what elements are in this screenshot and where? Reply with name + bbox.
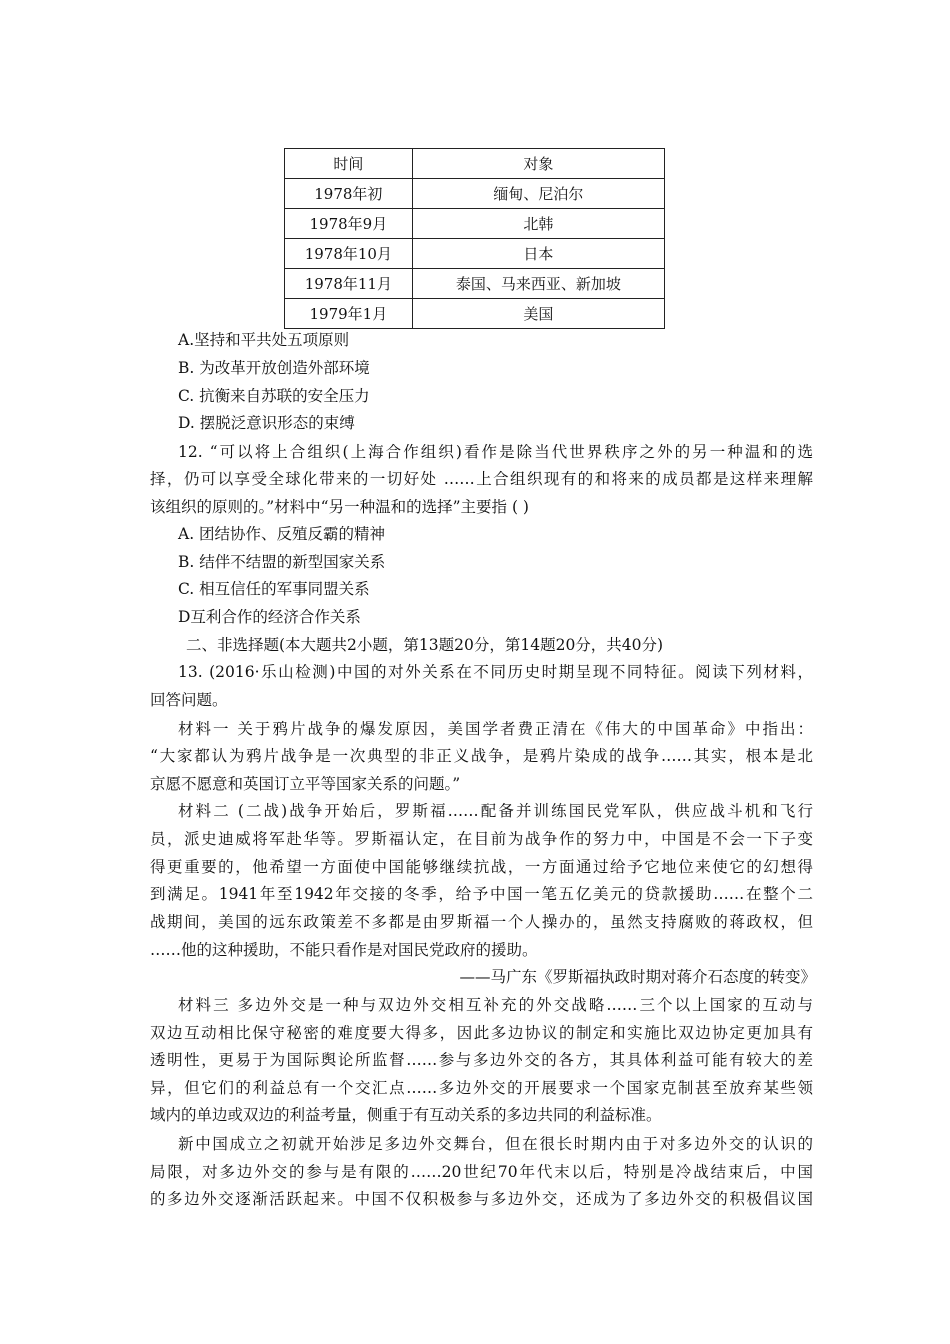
q11-option-d: D. 摆脱泛意识形态的束缚	[178, 414, 355, 432]
table-cell: 日本	[412, 239, 664, 269]
material3-line: 异，但它们的利益总有一个交汇点……多边外交的开展要求一个国家克制甚至放弃某些领	[150, 1079, 813, 1097]
material2-line: 到满足。1941年至1942年交接的冬季，给予中国一笔五亿美元的贷款援助……在整个二	[150, 885, 813, 903]
material2-line: 员，派史迪威将军赴华等。罗斯福认定，在目前为战争作的努力中，中国是不会一下子变	[150, 830, 813, 848]
table-row	[285, 209, 665, 239]
material3-line: 域内的单边或双边的利益考量，侧重于有互动关系的多边共同的利益标准。	[150, 1106, 662, 1124]
material3b-line: 新中国成立之初就开始涉足多边外交舞台，但在很长时期内由于对多边外交的认识的	[178, 1135, 813, 1153]
q12-stem-line: 该组织的原则的。”材料中“另一种温和的选择”主要指 ( )	[150, 498, 529, 516]
q13-intro-line: 回答问题。	[150, 691, 228, 709]
q12-option-a: A. 团结协作、反殖反霸的精神	[178, 525, 386, 543]
table-row	[285, 179, 665, 209]
table-header-cell: 时间	[285, 149, 413, 179]
table-cell: 1978年初	[285, 179, 413, 209]
material2-source: ——马广东《罗斯福执政时期对蒋介石态度的转变》	[459, 968, 816, 986]
section-heading: 二、非选择题(本大题共2小题，第13题20分，第14题20分，共40分)	[186, 636, 664, 654]
table-cell: 1978年10月	[285, 239, 413, 269]
material3-line: 材料三 多边外交是一种与双边外交相互补充的外交战略……三个以上国家的互动与	[178, 996, 813, 1014]
material2-line: 材料二 (二战)战争开始后，罗斯福……配备并训练国民党军队，供应战斗机和飞行	[178, 802, 813, 820]
table-cell: 1979年1月	[285, 299, 413, 329]
q13-intro-line: 13. (2016·乐山检测)中国的对外关系在不同历史时期呈现不同特征。阅读下列材料，	[178, 663, 813, 681]
material2-line: 战期间，美国的远东政策差不多都是由罗斯福一个人操办的，虽然支持腐败的蒋政权，但	[150, 913, 813, 931]
table-cell: 1978年9月	[285, 209, 413, 239]
table-cell: 泰国、马来西亚、新加坡	[412, 269, 664, 299]
q12-option-c: C. 相互信任的军事同盟关系	[178, 580, 370, 598]
q12-option-b: B. 结伴不结盟的新型国家关系	[178, 553, 386, 571]
material3b-line: 局限，对多边外交的参与是有限的……20世纪70年代末以后，特别是冷战结束后，中国	[150, 1163, 813, 1181]
q11-option-a: A.坚持和平共处五项原则	[178, 331, 350, 349]
q11-option-c: C. 抗衡来自苏联的安全压力	[178, 387, 370, 405]
material2-line: ……他的这种援助，不能只看作是对国民党政府的援助。	[150, 941, 538, 959]
table-row	[285, 269, 665, 299]
q11-option-b: B. 为改革开放创造外部环境	[178, 359, 370, 377]
visit-table	[284, 148, 665, 329]
table-cell: 北韩	[412, 209, 664, 239]
material3b-line: 的多边外交逐渐活跃起来。中国不仅积极参与多边外交，还成为了多边外交的积极倡议国	[150, 1190, 813, 1208]
table-cell: 美国	[412, 299, 664, 329]
q12-stem-line: 择，仍可以享受全球化带来的一切好处 ……上合组织现有的和将来的成员都是这样来理解	[150, 470, 813, 488]
table-header-row	[285, 149, 665, 179]
q12-option-d: D互利合作的经济合作关系	[178, 608, 361, 626]
table-cell: 1978年11月	[285, 269, 413, 299]
table-cell: 缅甸、尼泊尔	[412, 179, 664, 209]
material1-line: 京愿不愿意和英国订立平等国家关系的问题。”	[150, 775, 461, 793]
material3-line: 双边互动相比保守秘密的难度要大得多，因此多边协议的制定和实施比双边协定更加具有	[150, 1024, 813, 1042]
material2-line: 得更重要的，他希望一方面使中国能够继续抗战，一方面通过给予它地位来使它的幻想得	[150, 858, 813, 876]
material1-line: 材料一 关于鸦片战争的爆发原因，美国学者费正清在《伟大的中国革命》中指出：	[178, 720, 813, 738]
material3-line: 透明性，更易于为国际舆论所监督……参与多边外交的各方，其具体利益可能有较大的差	[150, 1051, 813, 1069]
table-row	[285, 239, 665, 269]
material1-line: “大家都认为鸦片战争是一次典型的非正义战争，是鸦片染成的战争……其实，根本是北	[150, 747, 813, 765]
table-row	[285, 299, 665, 329]
table-header-cell: 对象	[412, 149, 664, 179]
q12-stem-line: 12. “可以将上合组织(上海合作组织)看作是除当代世界秩序之外的另一种温和的选	[178, 443, 813, 461]
